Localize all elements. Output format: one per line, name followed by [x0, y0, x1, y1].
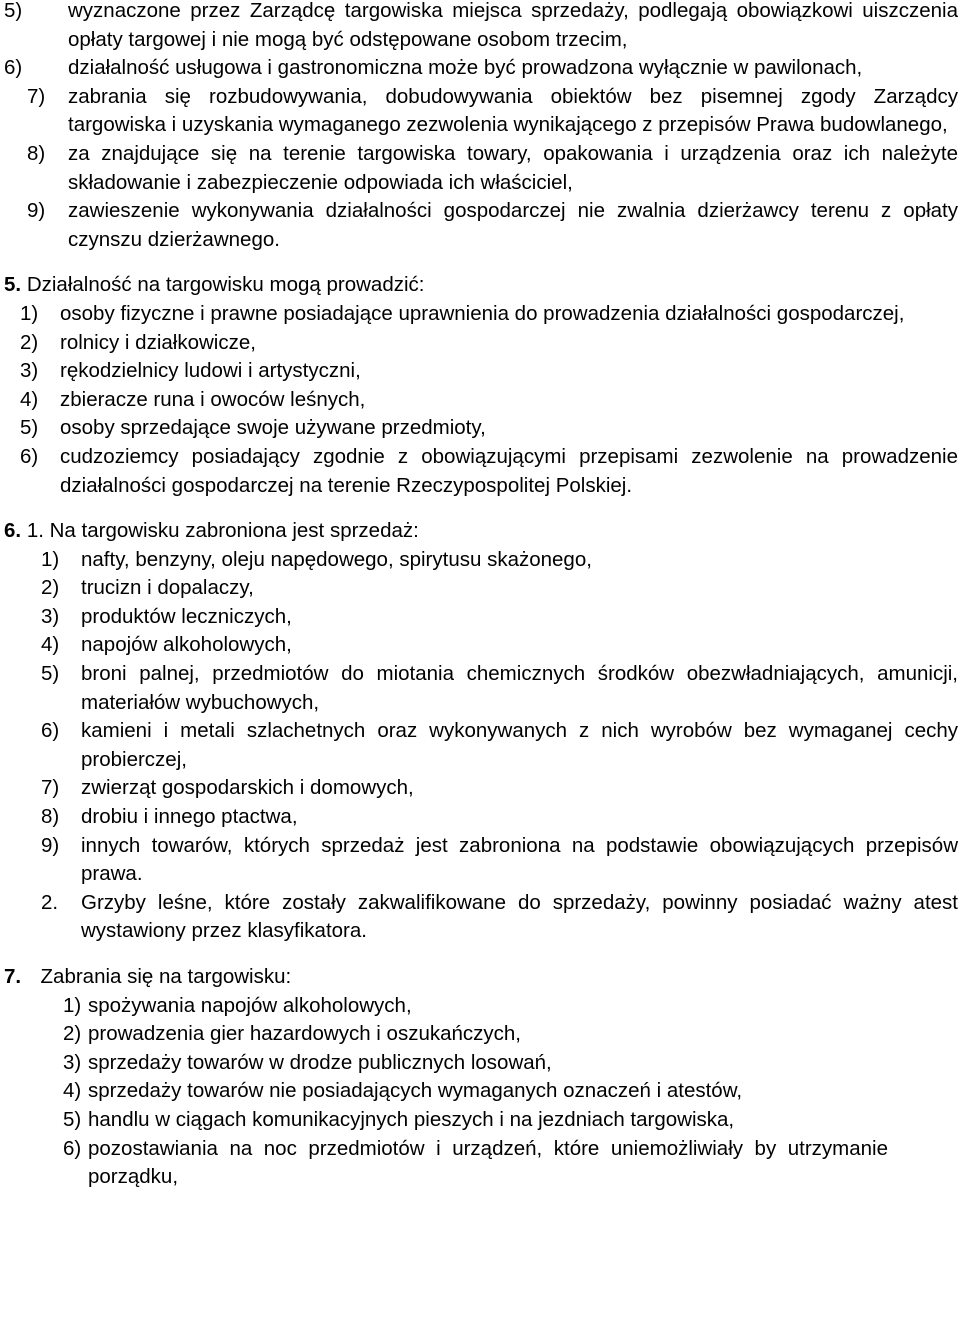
- item-text: drobiu i innego ptactwa,: [81, 805, 298, 829]
- list-item: [41, 603, 958, 632]
- item-text: prowadzenia gier hazardowych i oszukańczych,: [88, 1022, 522, 1046]
- item-number: 3): [20, 359, 39, 383]
- item-number: 1): [41, 547, 60, 571]
- spacer: [0, 500, 960, 517]
- item-number: 3): [63, 1050, 82, 1074]
- item-text: za znajdujące się na terenie targowiska towary, opakowania i urządzenia oraz ich należyte składowanie i zabezpieczenie odpowiada ich właściciel,: [68, 141, 958, 194]
- list-item: [20, 329, 958, 358]
- subsection-number: 2.: [41, 890, 59, 914]
- subsection-text: Grzyby leśne, które zostały zakwalifikowane do sprzedaży, powinny posiadać ważny atest wystawiony przez klasyfikatora.: [81, 890, 958, 943]
- item-text: wyznaczone przez Zarządcę targowiska miejsca sprzedaży, podlegają obowiązkowi uiszczenia opłaty targowej i nie mogą być odstępowane osobom trzecim,: [68, 0, 958, 51]
- list-item: [63, 1106, 958, 1135]
- item-text: rolnicy i działkowicze,: [60, 330, 256, 354]
- spacer: [0, 254, 960, 271]
- item-number: 4): [41, 633, 60, 657]
- item-text: napojów alkoholowych,: [81, 633, 292, 657]
- list-item: [41, 774, 958, 803]
- list-item: [20, 443, 958, 500]
- list-item: [27, 140, 958, 197]
- list-item: [20, 386, 958, 415]
- section-heading-text: Zabrania się na targowisku:: [40, 965, 292, 988]
- list-item: [20, 414, 958, 443]
- item-number: 3): [41, 604, 60, 628]
- item-number: 5): [63, 1107, 82, 1131]
- item-text: osoby fizyczne i prawne posiadające uprawnienia do prowadzenia działalności gospodarczej,: [60, 301, 905, 325]
- list-item: [41, 574, 958, 603]
- section-number: 6.: [4, 519, 22, 543]
- item-number: 4): [20, 387, 39, 411]
- item-number: 6): [41, 719, 60, 743]
- list-item: [63, 1049, 958, 1078]
- item-text: spożywania napojów alkoholowych,: [88, 993, 412, 1017]
- item-number: 2): [41, 576, 60, 600]
- item-number: 1): [20, 301, 39, 325]
- list-item: [20, 357, 958, 386]
- item-number: 1): [63, 993, 82, 1017]
- list-item: [41, 803, 958, 832]
- item-text: zbieracze runa i owoców leśnych,: [60, 387, 366, 411]
- item-text: cudzoziemcy posiadający zgodnie z obowiązującymi przepisami zezwolenie na prowadzenie działalności gospodarczej na terenie Rzeczypospolitej Polskiej.: [60, 444, 958, 497]
- item-text: sprzedaży towarów w drodze publicznych losowań,: [88, 1050, 552, 1074]
- item-number: 2): [20, 330, 39, 354]
- item-number: 9): [27, 199, 46, 223]
- item-number: 5): [41, 662, 60, 686]
- item-number: 4): [63, 1079, 82, 1103]
- section-6: [0, 517, 960, 946]
- list-item: [27, 83, 958, 140]
- item-text: zwierząt gospodarskich i domowych,: [81, 776, 414, 800]
- item-number: 9): [41, 833, 60, 857]
- item-text: kamieni i metali szlachetnych oraz wykonywanych z nich wyrobów bez wymaganej cechy probierczej,: [81, 719, 958, 771]
- item-text: handlu w ciągach komunikacyjnych pieszych i na jezdniach targowiska,: [88, 1107, 735, 1131]
- list-item: [20, 300, 958, 329]
- list-item: [4, 0, 958, 54]
- item-text: produktów leczniczych,: [81, 604, 292, 628]
- list-item: [27, 197, 958, 254]
- section-number: 7.: [4, 965, 22, 988]
- item-text: broni palnej, przedmiotów do miotania chemicznych środków obezwładniających, amunicji, materiałów wybuchowych,: [81, 662, 958, 714]
- item-number: 5): [20, 416, 39, 440]
- list-item: [4, 54, 958, 83]
- section-number: 5.: [4, 273, 22, 297]
- item-text: trucizn i dopalaczy,: [81, 576, 254, 600]
- section-heading: [4, 963, 960, 992]
- spacer: [0, 946, 960, 963]
- item-number: 7): [27, 84, 46, 108]
- section-heading: [4, 271, 960, 300]
- list-item: [41, 631, 958, 660]
- list-item: [41, 546, 958, 575]
- list-item: [63, 992, 958, 1021]
- list-item: [63, 1020, 958, 1049]
- list-item: [63, 1077, 958, 1106]
- section-5: [0, 271, 960, 500]
- item-text: sprzedaży towarów nie posiadających wymaganych oznaczeń i atestów,: [88, 1079, 743, 1103]
- item-text: osoby sprzedające swoje używane przedmioty,: [60, 416, 486, 440]
- item-text: działalność usługowa i gastronomiczna może być prowadzona wyłącznie w pawilonach,: [68, 56, 863, 80]
- item-number: 2): [63, 1022, 82, 1046]
- list-item: [63, 1135, 888, 1192]
- section-7: [0, 963, 960, 1192]
- item-number: 8): [41, 805, 60, 829]
- regulation-list: [0, 0, 960, 254]
- section-heading: [4, 517, 960, 546]
- item-number: 5): [4, 0, 23, 22]
- item-text: innych towarów, których sprzedaż jest zabroniona na podstawie obowiązujących przepisów prawa.: [81, 833, 958, 886]
- item-text: nafty, benzyny, oleju napędowego, spirytusu skażonego,: [81, 547, 592, 571]
- subsection-2: [41, 889, 958, 946]
- subsection-number: 1.: [26, 519, 44, 543]
- section-heading-text: Na targowisku zabroniona jest sprzedaż:: [49, 519, 419, 543]
- item-number: 6): [63, 1136, 82, 1160]
- list-item: [41, 832, 958, 889]
- item-number: 6): [20, 444, 39, 468]
- item-number: 7): [41, 776, 60, 800]
- item-text: pozostawiania na noc przedmiotów i urządzeń, które uniemożliwiały by utrzymanie porządku,: [88, 1136, 888, 1189]
- section-heading-text: Działalność na targowisku mogą prowadzić:: [26, 273, 425, 297]
- item-text: rękodzielnicy ludowi i artystyczni,: [60, 359, 361, 383]
- item-text: zawieszenie wykonywania działalności gospodarczej nie zwalnia dzierżawcy terenu z opłaty czynszu dzierżawnego.: [68, 199, 958, 251]
- item-text: zabrania się rozbudowywania, dobudowywania obiektów bez pisemnej zgody Zarządcy targowiska i uzyskania wymaganego zezwolenia wynikającego z przepisów Prawa budowlanego,: [68, 84, 958, 137]
- list-item: [41, 660, 958, 717]
- item-number: 8): [27, 141, 46, 165]
- item-number: 6): [4, 56, 23, 80]
- list-item: [41, 717, 958, 774]
